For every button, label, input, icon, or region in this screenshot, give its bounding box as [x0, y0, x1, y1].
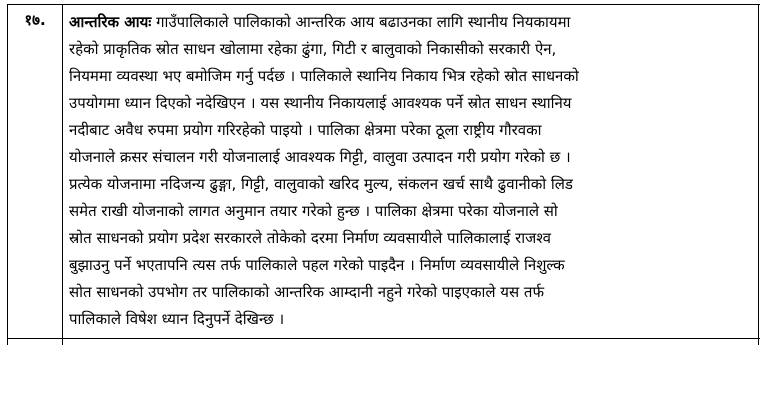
paragraph-line-12: पालिकाले विषेश ध्यान दिनुपर्ने देखिन्छ । [69, 310, 285, 328]
row-heading: आन्तरिक आयः [69, 13, 152, 31]
line-text: गाउँपालिकाले पालिकाको आन्तरिक आय बढाउनका लागि स्थानीय नियकायमा [156, 13, 571, 31]
row-bottom-border [7, 338, 760, 339]
paragraph-line-11: सोत साधनको उपभोग तर पालिकाको आन्तरिक आम्दानी नहुने गरेको पाइएकाले यस तर्फ [69, 283, 545, 301]
paragraph-line-8: समेत राखी योजनाको लागत अनुमान तयार गरेको हुन्छ । पालिका क्षेत्रमा परेका योजनाले सो [69, 202, 558, 220]
paragraph-line-7: प्रत्येक योजनामा नदिजन्य ढुङ्गा, गिट्टी, वालुवाको खरिद मुल्य, संकलन खर्च साथै ढुवानीको लिड [69, 175, 573, 193]
paragraph-line-9: स्रोत साधनको प्रयोग प्रदेश सरकारले तोकेको दरमा निर्माण व्यवसायीले पालिकालाई राजश्व [69, 229, 551, 247]
row-number: १७. [24, 11, 46, 29]
table-right-border [758, 4, 759, 345]
audit-table [7, 4, 760, 345]
table-left-border [7, 4, 8, 345]
paragraph-line-4: उपयोगमा ध्यान दिएको नदेखिएन । यस स्थानीय निकायलाई आवश्यक पर्ने स्रोत साधन स्थानिय [69, 94, 572, 112]
paragraph-line-3: नियममा व्यवस्था भए बमोजिम गर्नु पर्दछ । पालिकाले स्थानिय निकाय भित्र रहेको स्रोत साधनको [69, 67, 579, 85]
paragraph-line-10: बुझाउनु पर्ने भएतापनि त्यस तर्फ पालिकाले पहल गरेको पाइदैन । निर्माण व्यवसायीले निशुल्क [69, 256, 565, 274]
paragraph-line-1 [69, 9, 753, 36]
next-row-cut-text [69, 341, 753, 349]
paragraph-line-2: रहेको प्राकृतिक स्रोत साधन खोलामा रहेका ढुंगा, गिटी र बालुवाको निकासीको सरकारी ऐन, [69, 40, 557, 58]
column-divider [62, 4, 63, 345]
paragraph-line-6: योजनाले क्रसर संचालन गरी योजनालाई आवश्यक गिट्टी, वालुवा उत्पादन गरी प्रयोग गरेको छ । [69, 148, 571, 166]
row-paragraph [69, 9, 753, 333]
table-top-border [7, 4, 760, 5]
paragraph-line-5: नदीबाट अवैध रुपमा प्रयोग गरिरहेको पाइयो । पालिका क्षेत्रमा परेका ठूला राष्ट्रीय गौरवका [69, 121, 542, 139]
